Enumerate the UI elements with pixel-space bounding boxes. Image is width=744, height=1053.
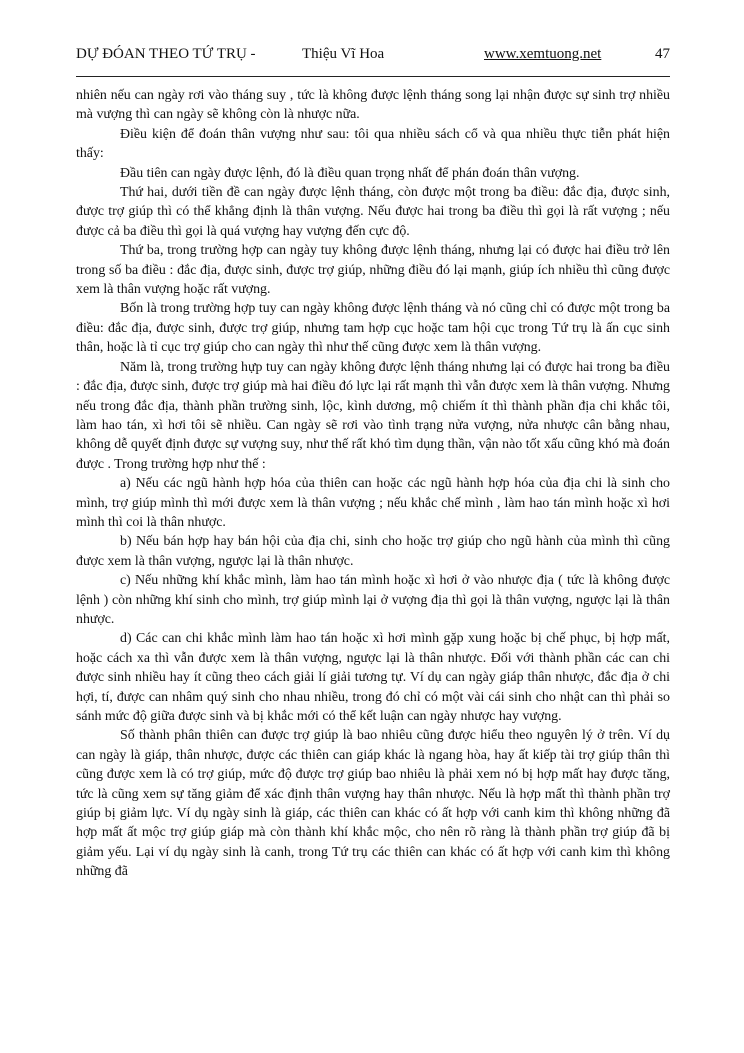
list-item-d: d) Các can chi khắc mình làm hao tán hoặc xì hơi mình gặp xung hoặc bị chế phục, bị hợp mất, hoặc cách xa thì vẫn được xem là thân vượng, ngược lại là thân nhược. Đối với thành phần các can chi được sinh nhiều hay ít cũng theo cách giải lí giải tương tự. Ví dụ can ngày giáp thân nhược, đắc địa ở chi hợi, tí, được can nhâm quý sinh cho nhau nhiều, trong đó chỉ có một vài cái sinh cho nhật can thì phải so sánh mức độ giữa được sinh và bị khắc mới có thể kết luận can ngày nhược hay vượng. [76,631,670,724]
paragraph: Năm là, trong trường hựp tuy can ngày không được lệnh tháng nhưng lại có được hai trong ba điều : đắc địa, được sinh, được trợ giúp mà hai điều đó lực lại rất mạnh thì vẫn được xem là thân vượng. Nhưng nếu trong đắc địa, thành phần trường sinh, lộc, kình dương, mộ chiếm ít thì thành phần địa chi khắc tôi, làm hao tán, xì hơi tôi sẽ nhiều. Can ngày sẽ rơi vào tình trạng nửa vượng, nửa nhược cân bằng nhau, không dễ quyết định được sự vượng suy, như thế rất khó tìm dụng thần, vận nào tốt xấu cũng khó mà đoán được . Trong trường hợp như thế : [76,359,670,472]
header-website-link[interactable]: www.xemtuong.net [484,46,602,62]
paragraph: Bốn là trong trường hợp tuy can ngày không được lệnh tháng và nó cũng chỉ có được một trong ba điều: đắc địa, được sinh, được trợ giúp, nhưng tam hợp cục hoặc tam hội cục trong Tứ trụ là ấn cục sinh thân, hoặc là tỉ cục trợ giúp cho can ngày thì như thế cũng được xem là thân vượng. [76,301,670,356]
paragraph: Thứ hai, dưới tiền đề can ngày được lệnh tháng, còn được một trong ba điều: đắc địa, được sinh, được trợ giúp thì có thể khẳng định là thân vượng. Nếu được hai trong ba điều thì gọi là rất vượng ; nếu được cả ba điều thì gọi là quá vượng hay vượng đến cực độ. [76,185,670,239]
paragraph: Thứ ba, trong trường hợp can ngày tuy không được lệnh tháng, nhưng lại có được hai điều trở lên trong số ba điều : đắc địa, được sinh, được trợ giúp, những điều đó lại mạnh, giúp ích nhiều thì cũng được xem là thân vượng hoặc rất vượng. [76,243,670,298]
body-text [76,86,670,882]
paragraph: Điều kiện để đoán thân vượng như sau: tôi qua nhiều sách cổ và qua nhiều thực tiễn phát hiện thấy: [76,126,670,162]
page-number: 47 [655,46,670,62]
page-header [76,46,670,68]
header-divider [76,76,670,77]
header-title: DỰ ĐÓAN THEO TỨ TRỤ - [76,46,256,62]
list-item-c: c) Nếu những khí khắc mình, làm hao tán mình hoặc xì hơi ở vào nhược địa ( tức là không được lệnh ) còn những khí sinh cho mình, trợ giúp mình lại ở vượng địa thì gọi là thân vượng, ngược lại là thân nhược. [76,573,670,627]
paragraph: Số thành phân thiên can được trợ giúp là bao nhiêu cũng được hiểu theo nguyên lý ở trên. Ví dụ can ngày là giáp, thân nhược, được các thiên can giáp khác là ngang hòa, hay ất kiếp tài trợ giúp thân thì cũng được xem là có trợ giúp, mức độ được trợ giúp bao nhiêu là phải xem nó bị hợp mất hay được tăng, tức là cũng xem sự tăng giảm để xác định thân vượng hay thân nhược. Nếu là hợp mất thì thành phần trợ giúp bị giảm lực. Ví dụ ngày sinh là giáp, các thiên can khác có ất hợp với canh kim thì không những đã hợp mất ất mộc trợ giúp giáp mà còn thành khí khắc mộc, cho nên rõ ràng là thành phần trợ giúp đã bị giảm yếu. Lại ví dụ ngày sinh là canh, trong Tứ trụ các thiên can khác có ất hợp với canh kim thì không những đã [76,728,670,880]
paragraph: Đầu tiên can ngày được lệnh, đó là điều quan trọng nhất để phán đoán thân vượng. [120,165,580,181]
header-author: Thiệu Vĩ Hoa [302,46,385,62]
paragraph: nhiên nếu can ngày rơi vào tháng suy , tức là không được lệnh tháng song lại nhận được sự sinh trợ nhiều mà vượng thì can ngày sẽ không còn là nhược nữa. [76,88,670,123]
list-item-a: a) Nếu các ngũ hành hợp hóa của thiên can hoặc các ngũ hành hợp hóa của địa chi là sinh cho mình, trợ giúp mình thì mới được xem là thân vượng ; nếu khắc chế mình , làm hao tán mình hoặc xì hơi mình thì coi là thân nhược. [76,476,670,530]
list-item-b: b) Nếu bán hợp hay bán hội của địa chi, sinh cho hoặc trợ giúp cho ngũ hành của mình thì cũng được xem là thân vượng, ngược lại là thân nhược. [76,534,670,569]
